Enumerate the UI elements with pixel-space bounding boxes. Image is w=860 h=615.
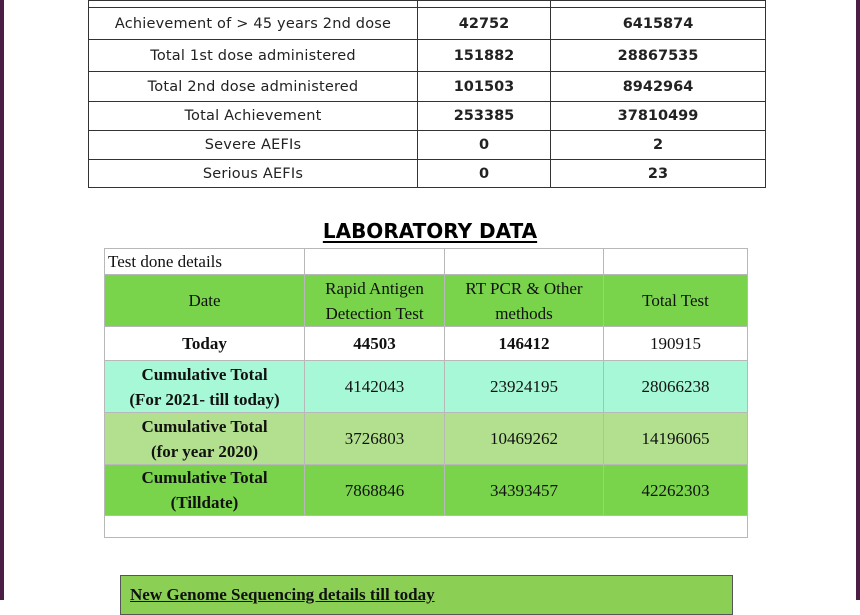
table-row xyxy=(89,40,766,72)
value-cell: 0 xyxy=(418,131,551,160)
table-cell xyxy=(89,1,418,8)
column-header-total: Total Test xyxy=(604,275,748,327)
table-caption-row xyxy=(105,249,748,275)
row-label xyxy=(105,361,305,413)
row-label: Total Achievement xyxy=(89,102,418,131)
value-cell: 28867535 xyxy=(551,40,766,72)
value-cell: 8942964 xyxy=(551,72,766,102)
value-cell: 190915 xyxy=(604,327,748,361)
label-line: Cumulative Total xyxy=(141,364,268,384)
table-cell xyxy=(551,1,766,8)
value-cell: 10469262 xyxy=(445,413,604,465)
value-cell: 2 xyxy=(551,131,766,160)
table-row xyxy=(89,160,766,188)
laboratory-data-heading: LABORATORY DATA xyxy=(322,219,538,243)
value-cell: 23 xyxy=(551,160,766,188)
table-row xyxy=(89,102,766,131)
header-line: methods xyxy=(495,303,553,323)
value-cell: 23924195 xyxy=(445,361,604,413)
table-row xyxy=(105,465,748,516)
header-line: Detection Test xyxy=(325,303,424,323)
row-label: Severe AEFIs xyxy=(89,131,418,160)
table-row xyxy=(89,1,766,8)
vaccination-table xyxy=(88,0,766,188)
value-cell: 28066238 xyxy=(604,361,748,413)
header-line: RT PCR & Other xyxy=(465,278,583,298)
table-row xyxy=(89,131,766,160)
value-cell: 37810499 xyxy=(551,102,766,131)
empty-cell xyxy=(305,249,445,275)
value-cell: 101503 xyxy=(418,72,551,102)
row-label: Total 1st dose administered xyxy=(89,40,418,72)
row-label xyxy=(105,465,305,516)
value-cell: 7868846 xyxy=(305,465,445,516)
label-line: (For 2021- till today) xyxy=(129,389,280,409)
genome-sequencing-box xyxy=(120,575,733,615)
value-cell: 14196065 xyxy=(604,413,748,465)
row-label: Achievement of > 45 years 2nd dose xyxy=(89,8,418,40)
value-cell: 42752 xyxy=(418,8,551,40)
laboratory-table xyxy=(104,248,748,538)
section-title xyxy=(0,219,860,243)
table-row xyxy=(105,413,748,465)
label-line: Cumulative Total xyxy=(141,416,268,436)
column-header-rtpcr xyxy=(445,275,604,327)
value-cell: 4142043 xyxy=(305,361,445,413)
label-line: Cumulative Total xyxy=(141,468,268,487)
value-cell: 34393457 xyxy=(445,465,604,516)
empty-cell xyxy=(604,249,748,275)
value-cell: 44503 xyxy=(305,327,445,361)
row-label: Total 2nd dose administered xyxy=(89,72,418,102)
value-cell: 0 xyxy=(418,160,551,188)
label-line: (for year 2020) xyxy=(150,441,258,461)
value-cell: 151882 xyxy=(418,40,551,72)
genome-sequencing-title: New Genome Sequencing details till today xyxy=(130,585,435,604)
table-row xyxy=(105,361,748,413)
value-cell: 146412 xyxy=(445,327,604,361)
table-row xyxy=(105,516,748,538)
empty-row-cell xyxy=(105,516,748,538)
value-cell: 253385 xyxy=(418,102,551,131)
row-label: Serious AEFIs xyxy=(89,160,418,188)
table-cell xyxy=(418,1,551,8)
value-cell: 6415874 xyxy=(551,8,766,40)
header-line: Rapid Antigen xyxy=(325,278,424,298)
column-header-date: Date xyxy=(105,275,305,327)
header-row xyxy=(105,275,748,327)
value-cell: 42262303 xyxy=(604,465,748,516)
label-line: (Tilldate) xyxy=(170,493,239,512)
column-header-rapid xyxy=(305,275,445,327)
table-row xyxy=(105,327,748,361)
empty-cell xyxy=(445,249,604,275)
value-cell: 3726803 xyxy=(305,413,445,465)
table-caption: Test done details xyxy=(105,249,305,275)
table-row xyxy=(89,8,766,40)
row-label: Today xyxy=(105,327,305,361)
table-row xyxy=(89,72,766,102)
row-label xyxy=(105,413,305,465)
